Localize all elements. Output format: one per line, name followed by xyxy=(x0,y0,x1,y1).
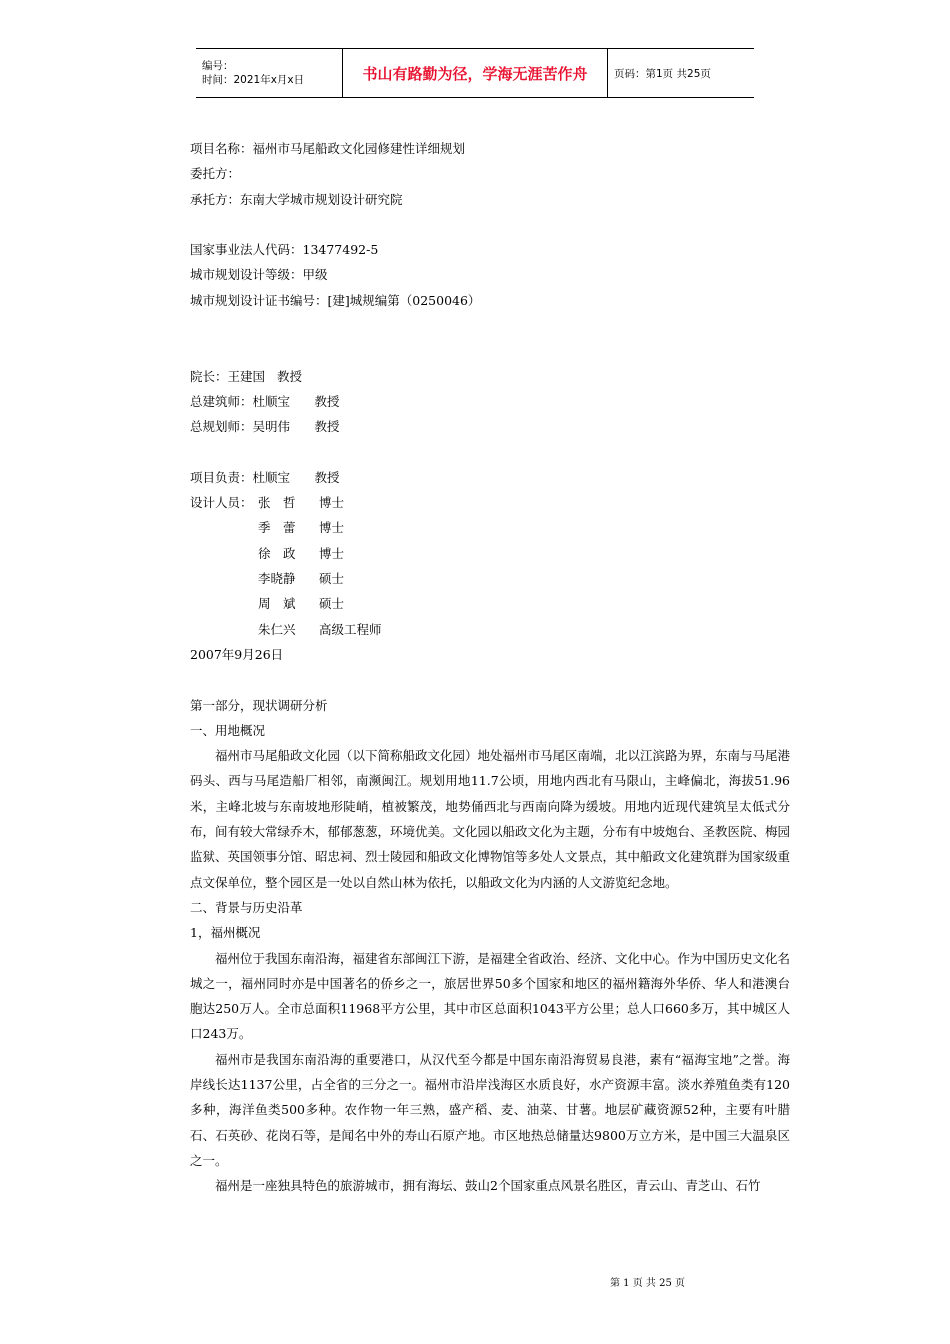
designer-title: 高级工程师 xyxy=(319,621,382,637)
designer-name: 徐 政 xyxy=(258,545,296,561)
document-date: 2007年9月26日 xyxy=(190,646,284,662)
certificate-number: 城市规划设计证书编号：[建]城规编第（0250046） xyxy=(190,292,481,308)
lead-label: 项目负责： xyxy=(190,469,253,485)
designer-row xyxy=(190,490,790,515)
lead-name: 杜顺宝 xyxy=(252,469,291,485)
planner-title: 教授 xyxy=(314,419,340,435)
spacer xyxy=(190,440,790,465)
body-paragraph: 福州位于我国东南沿海，福建省东部闽江下游，是福建全省政治、经济、文化中心。作为中国历史文化名城之一，福州同时亦是中国著名的侨乡之一，旅居世界50多个国家和地区的福州籍海外华侨、华人和港澳台胞达250万人。全市总面积11968平方公里，其中市区总面积1043平方公里；总人口660多万，其中城区人口243万。 xyxy=(190,950,791,1042)
spacer xyxy=(190,667,790,692)
designer-name: 朱仁兴 xyxy=(258,621,296,637)
designer-title: 博士 xyxy=(319,545,345,561)
doc-time-label: 时间：2021年x月x日 xyxy=(202,74,305,86)
architect-title: 教授 xyxy=(314,393,340,409)
designer-name: 季 蕾 xyxy=(258,520,296,536)
design-grade: 城市规划设计等级：甲级 xyxy=(190,267,328,283)
page-header xyxy=(196,48,754,98)
designer-name: 周 斌 xyxy=(258,596,296,612)
header-meta xyxy=(196,49,343,97)
architect-label: 总建筑师： xyxy=(190,393,253,409)
header-motto-cell xyxy=(343,49,608,97)
document-body xyxy=(190,136,790,1198)
designers-label: 设计人员： xyxy=(190,495,253,511)
body-paragraph: 福州市马尾船政文化园（以下简称船政文化园）地处福州市马尾区南端，北以江滨路为界，东南与马尾港码头、西与马尾造船厂相邻，南濒闽江。规划用地11.7公顷，用地内西北有马限山，主峰偏北，海拔51.96米，主峰北坡与东南坡地形陡峭，植被繁茂，地势俑西北与西南向降为缓坡。用地内近现代建筑呈太低式分布，间有较大常绿乔木，郁郁葱葱，环境优美。文化园以船政文化为主题，分布有中坡炮台、圣教医院、梅园监狱、英国领事分馆、昭忠祠、烈士陵园和船政文化博物馆等多处人文景点，其中船政文化建筑群为国家级重点文保单位，整个园区是一处以自然山林为依托，以船政文化为内涵的人文游览纪念地。 xyxy=(190,748,791,890)
spacer xyxy=(190,212,790,237)
designer-title: 博士 xyxy=(319,520,345,536)
planner-name: 吴明伟 xyxy=(252,419,291,435)
planner-label: 总规划师： xyxy=(190,419,253,435)
section-heading: 二、背景与历史沿革 xyxy=(190,899,303,915)
doc-number-label: 编号： xyxy=(202,60,234,72)
header-page-cell xyxy=(608,49,754,97)
designer-row xyxy=(190,515,790,540)
dean-row xyxy=(190,364,790,389)
architect-name: 杜顺宝 xyxy=(252,393,291,409)
header-page-label: 页码：第1页 共25页 xyxy=(614,67,711,80)
body-paragraph: 福州是一座独具特色的旅游城市，拥有海坛、鼓山2个国家重点风景名胜区，青云山、青芝山、石竹 xyxy=(215,1178,761,1194)
planner-row xyxy=(190,414,790,439)
designer-row xyxy=(190,591,790,616)
designer-title: 硕士 xyxy=(319,571,345,587)
header-motto: 书山有路勤为径，学海无涯苦作舟 xyxy=(362,64,588,83)
project-lead-row xyxy=(190,465,790,490)
lead-title: 教授 xyxy=(314,469,340,485)
subsection-heading: 1，福州概况 xyxy=(190,925,261,941)
spacer xyxy=(190,313,790,364)
designer-name: 李晓静 xyxy=(258,571,296,587)
body-paragraph: 福州市是我国东南沿海的重要港口，从汉代至今都是中国东南沿海贸易良港，素有“福海宝地”之誉。海岸线长达1137公里，占全省的三分之一。福州市沿岸浅海区水质良好，水产资源丰富。淡水养殖鱼类有120多种，海洋鱼类500多种。农作物一年三熟，盛产稻、麦、油菜、甘薯。地层矿藏资源52种，主要有叶腊石、石英砂、花岗石等，是闻名中外的寿山石原产地。市区地热总储量达9800万立方米，是中国三大温泉区之一。 xyxy=(190,1051,790,1168)
designer-row xyxy=(190,566,790,591)
designer-title: 博士 xyxy=(319,495,345,511)
part-heading: 第一部分，现状调研分析 xyxy=(190,697,328,713)
section-heading: 一、用地概况 xyxy=(190,722,266,738)
architect-row xyxy=(190,389,790,414)
dean-label: 院长： xyxy=(190,368,228,384)
project-contractor: 承托方：东南大学城市规划设计研究院 xyxy=(190,191,403,207)
page-footer: 第 1 页 共 25 页 xyxy=(610,1278,685,1289)
designer-row xyxy=(190,617,790,642)
designer-name: 张 哲 xyxy=(258,495,296,511)
designer-title: 硕士 xyxy=(319,596,345,612)
dean-title: 教授 xyxy=(277,368,303,384)
project-client: 委托方： xyxy=(190,166,241,182)
dean-name: 王建国 xyxy=(227,368,266,384)
project-name: 项目名称：福州市马尾船政文化园修建性详细规划 xyxy=(190,141,466,156)
designer-row xyxy=(190,541,790,566)
legal-code: 国家事业法人代码：13477492-5 xyxy=(190,242,379,258)
